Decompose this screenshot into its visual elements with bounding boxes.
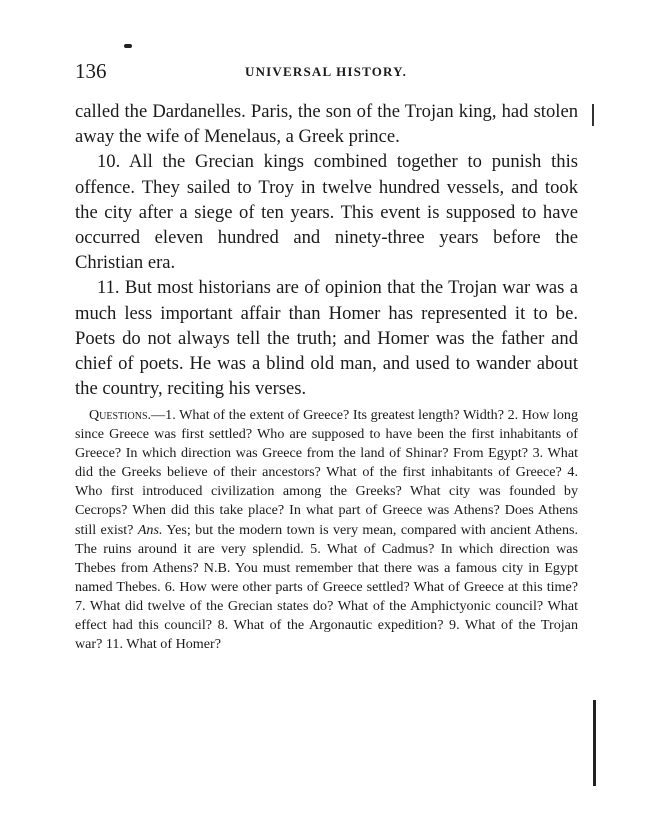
questions-section bbox=[75, 406, 578, 654]
paragraph-11: 11. But most historians are of opinion that the Trojan war was a much less important affair than Homer has represented it to be. Poets do not always tell the truth; and Homer was the father and chief of poets. He was a blind old man, and used to wander about the country, reciting his verses. bbox=[75, 277, 578, 400]
margin-mark-bottom bbox=[593, 700, 596, 786]
margin-mark-top bbox=[592, 104, 594, 126]
page-number: 136 bbox=[75, 59, 107, 83]
questions-text-part1: —1. What of the extent of Greece? Its greatest length? Width? 2. How long since Greece was first settled? Who are supposed to have been the first inhabitants of Greece? In which direction was Greece from the land of Shinar? From Egypt? 3. What did the Greeks believe of their ancestors? What of the first inhabitants of Greece? 4. Who first introduced civilization among the Greeks? What city was founded by Cecrops? When did this take place? In what part of Greece was Athens? Does Athens still exist? bbox=[75, 407, 578, 538]
running-head: UNIVERSAL HISTORY. bbox=[245, 64, 408, 79]
answer-label: Ans. bbox=[137, 521, 163, 538]
body-text bbox=[75, 99, 578, 401]
questions-text-part2: Yes; but the modern town is very mean, compared with ancient Athens. The ruins around it are very splendid. 5. What of Cadmus? In which direction was Thebes from Athens? N.B. You must remember that there was a famous city in Egypt named Thebes. 6. How were other parts of Greece settled? What of Greece at this time? 7. What did twelve of the Grecian states do? What of the Amphictyonic council? What effect had this council? 8. What of the Argonautic expedition? 9. What of the Trojan war? 11. What of Homer? bbox=[75, 521, 578, 653]
questions-label: Questions. bbox=[89, 407, 152, 423]
questions-paragraph bbox=[75, 406, 578, 654]
ink-speck bbox=[124, 44, 132, 48]
page-header bbox=[75, 58, 580, 84]
paragraph-10: 10. All the Grecian kings combined together to punish this offence. They sailed to Troy in twelve hundred vessels, and took the city after a siege of ten years. This event is supposed to have occurred eleven hundred and ninety-three years before the Christian era. bbox=[75, 151, 578, 274]
continuation-paragraph: called the Dardanelles. Paris, the son of the Trojan king, had stolen away the wife of Menelaus, a Greek prince. bbox=[75, 101, 578, 148]
